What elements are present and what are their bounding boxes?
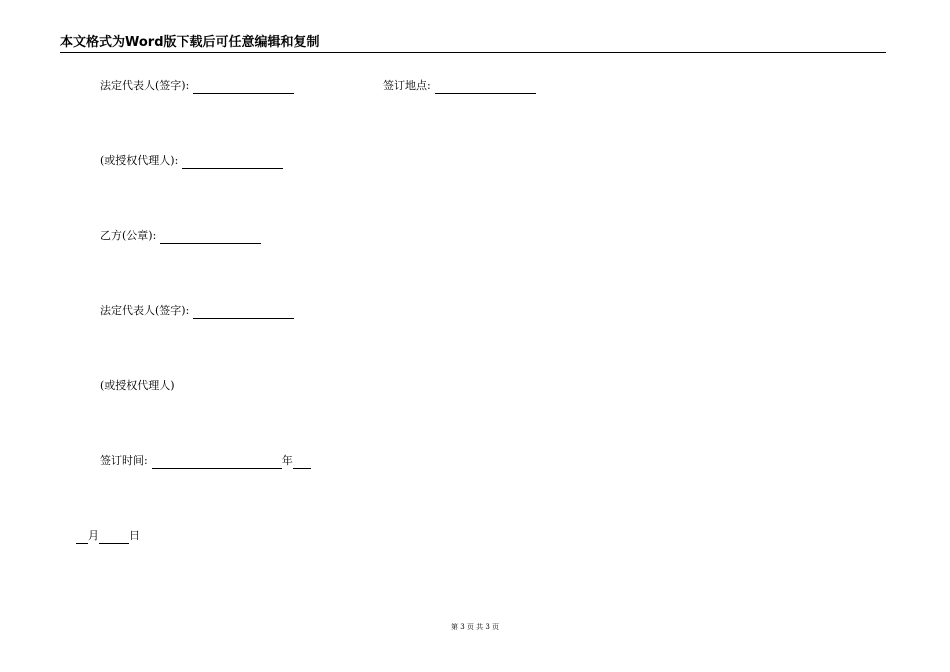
agent-b-label: (或授权代理人) [100,379,175,392]
sign-time-label: 签订时间: [100,454,148,467]
agent-a-label: (或授权代理人): [100,154,179,167]
sign-place-row [383,78,536,94]
legal-rep-a-row [100,78,294,94]
sign-place-label: 签订地点: [383,79,431,92]
day-blank [99,531,129,544]
sign-place-blank [435,81,536,94]
year-label: 年 [281,454,293,467]
day-label: 日 [129,529,140,542]
page-number: 第 3 页 共 3 页 [450,623,500,631]
agent-a-row [100,153,283,169]
page-footer [0,622,950,632]
legal-rep-a-blank [193,81,294,94]
legal-rep-b-label: 法定代表人(签字): [100,304,190,317]
legal-rep-a-label: 法定代表人(签字): [100,79,190,92]
month-day-row [76,528,140,544]
agent-b-row [100,378,175,394]
party-b-label: 乙方(公章): [100,229,157,242]
party-b-blank [160,231,261,244]
sign-time-row [100,453,311,469]
legal-rep-b-blank [193,306,294,319]
month-label: 月 [88,529,99,542]
month-blank [76,531,88,544]
agent-a-blank [182,156,283,169]
header-title: 本文格式为Word版下载后可任意编辑和复制 [60,35,320,50]
legal-rep-b-row [100,303,294,319]
year-blank [293,456,311,469]
page-header [60,34,886,53]
sign-time-blank [152,456,282,469]
party-b-row [100,228,261,244]
